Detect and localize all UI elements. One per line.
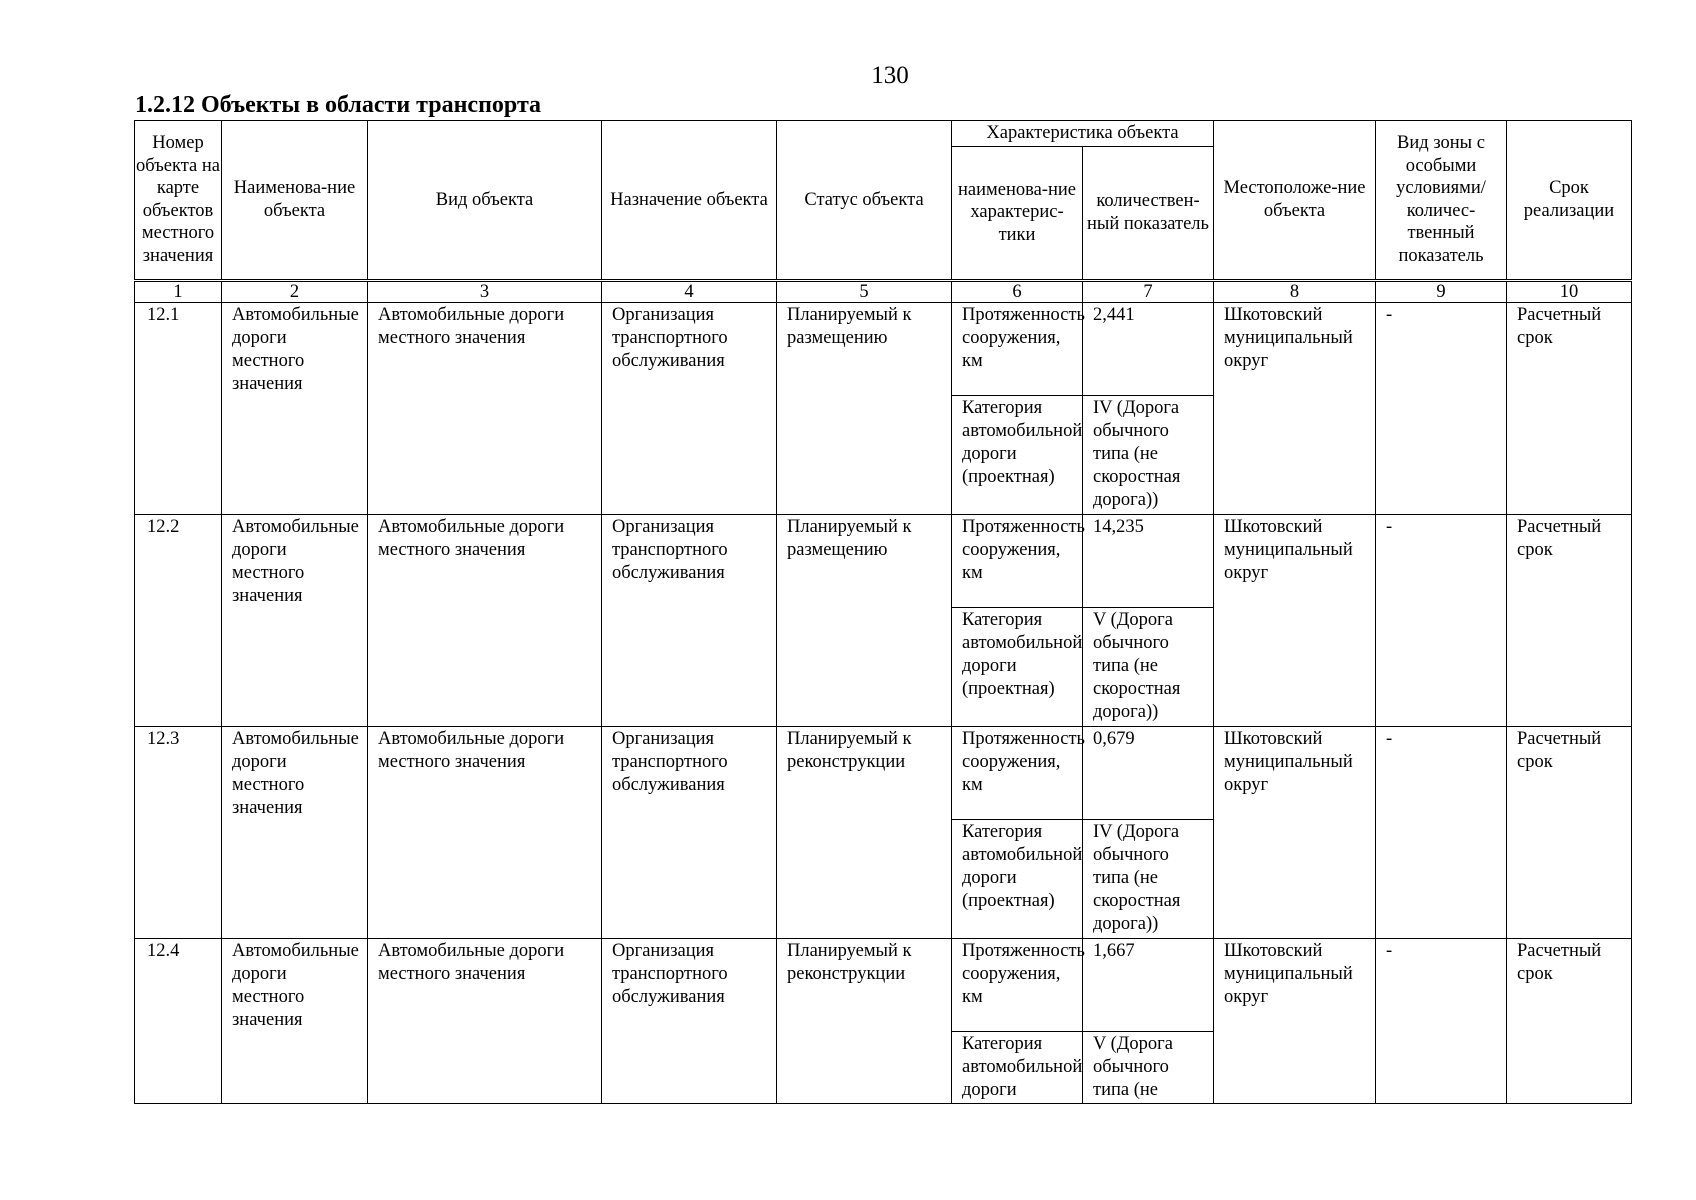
characteristic-value: IV (Дорога обычного типа (не скоростная дорога)) (1083, 395, 1214, 514)
special-zone: - (1376, 514, 1507, 726)
header-characteristic-value: количествен-ный показатель (1083, 146, 1214, 280)
special-zone: - (1376, 302, 1507, 514)
column-number: 1 (135, 280, 222, 302)
column-number: 4 (602, 280, 777, 302)
object-status: Планируемый к реконструкции (777, 726, 952, 938)
object-purpose: Организация транспортного обслуживания (602, 514, 777, 726)
implementation-term: Расчетный срок (1507, 302, 1632, 514)
special-zone: - (1376, 938, 1507, 1103)
header-object-status: Статус объекта (777, 121, 952, 281)
header-term: Срок реализации (1507, 121, 1632, 281)
characteristic-value: 2,441 (1083, 302, 1214, 395)
header-special-zone: Вид зоны с особыми условиями/ количес-твенный показатель (1376, 121, 1507, 281)
object-location: Шкотовский муниципальный округ (1214, 938, 1376, 1103)
column-number: 8 (1214, 280, 1376, 302)
column-number: 10 (1507, 280, 1632, 302)
object-type: Автомобильные дороги местного значения (368, 302, 602, 514)
object-number: 12.4 (135, 938, 222, 1103)
column-number: 3 (368, 280, 602, 302)
header-characteristics-group: Характеристика объекта (952, 121, 1214, 147)
characteristic-value: 14,235 (1083, 514, 1214, 607)
object-purpose: Организация транспортного обслуживания (602, 726, 777, 938)
header-object-type: Вид объекта (368, 121, 602, 281)
object-name: Автомобильные дороги местного значения (222, 938, 368, 1103)
table-row (135, 514, 1632, 607)
implementation-term: Расчетный срок (1507, 514, 1632, 726)
characteristic-value: 1,667 (1083, 938, 1214, 1031)
characteristic-value: V (Дорога обычного типа (не скоростная дорога)) (1083, 607, 1214, 726)
object-type: Автомобильные дороги местного значения (368, 726, 602, 938)
implementation-term: Расчетный срок (1507, 726, 1632, 938)
object-name: Автомобильные дороги местного значения (222, 726, 368, 938)
object-number: 12.1 (135, 302, 222, 514)
header-object-number: Номер объекта на карте объектов местного значения (135, 121, 222, 281)
section-title: 1.2.12 Объекты в области транспорта (135, 92, 542, 118)
column-number: 5 (777, 280, 952, 302)
object-name: Автомобильные дороги местного значения (222, 302, 368, 514)
column-number: 7 (1083, 280, 1214, 302)
object-name: Автомобильные дороги местного значения (222, 514, 368, 726)
object-purpose: Организация транспортного обслуживания (602, 938, 777, 1103)
table-row (135, 302, 1632, 395)
characteristic-name: Категория автомобильной дороги (проектная) (952, 395, 1083, 514)
characteristic-name: Протяженность сооружения, км (952, 302, 1083, 395)
object-location: Шкотовский муниципальный округ (1214, 514, 1376, 726)
object-number: 12.2 (135, 514, 222, 726)
header-object-purpose: Назначение объекта (602, 121, 777, 281)
header-location: Местоположе-ние объекта (1214, 121, 1376, 281)
header-object-name: Наименова-ние объекта (222, 121, 368, 281)
object-type: Автомобильные дороги местного значения (368, 514, 602, 726)
object-type: Автомобильные дороги местного значения (368, 938, 602, 1103)
object-location: Шкотовский муниципальный округ (1214, 726, 1376, 938)
object-purpose: Организация транспортного обслуживания (602, 302, 777, 514)
characteristic-name: Категория автомобильной дороги (проектная) (952, 819, 1083, 938)
characteristic-name: Категория автомобильной дороги (проектная) (952, 607, 1083, 726)
header-characteristic-name: наименова-ние характерис-тики (952, 146, 1083, 280)
implementation-term: Расчетный срок (1507, 938, 1632, 1103)
column-number: 2 (222, 280, 368, 302)
transport-objects-table (134, 120, 1632, 1104)
object-status: Планируемый к реконструкции (777, 938, 952, 1103)
characteristic-name: Протяженность сооружения, км (952, 938, 1083, 1031)
table-row (135, 938, 1632, 1031)
page-number: 130 (871, 62, 909, 89)
characteristic-name: Протяженность сооружения, км (952, 514, 1083, 607)
object-location: Шкотовский муниципальный округ (1214, 302, 1376, 514)
characteristic-value: 0,679 (1083, 726, 1214, 819)
column-number: 6 (952, 280, 1083, 302)
object-status: Планируемый к размещению (777, 302, 952, 514)
characteristic-value: V (Дорога обычного типа (не (1083, 1031, 1214, 1103)
object-number: 12.3 (135, 726, 222, 938)
characteristic-name: Категория автомобильной дороги (952, 1031, 1083, 1103)
object-status: Планируемый к размещению (777, 514, 952, 726)
special-zone: - (1376, 726, 1507, 938)
column-number: 9 (1376, 280, 1507, 302)
characteristic-name: Протяженность сооружения, км (952, 726, 1083, 819)
table-row (135, 726, 1632, 819)
characteristic-value: IV (Дорога обычного типа (не скоростная дорога)) (1083, 819, 1214, 938)
